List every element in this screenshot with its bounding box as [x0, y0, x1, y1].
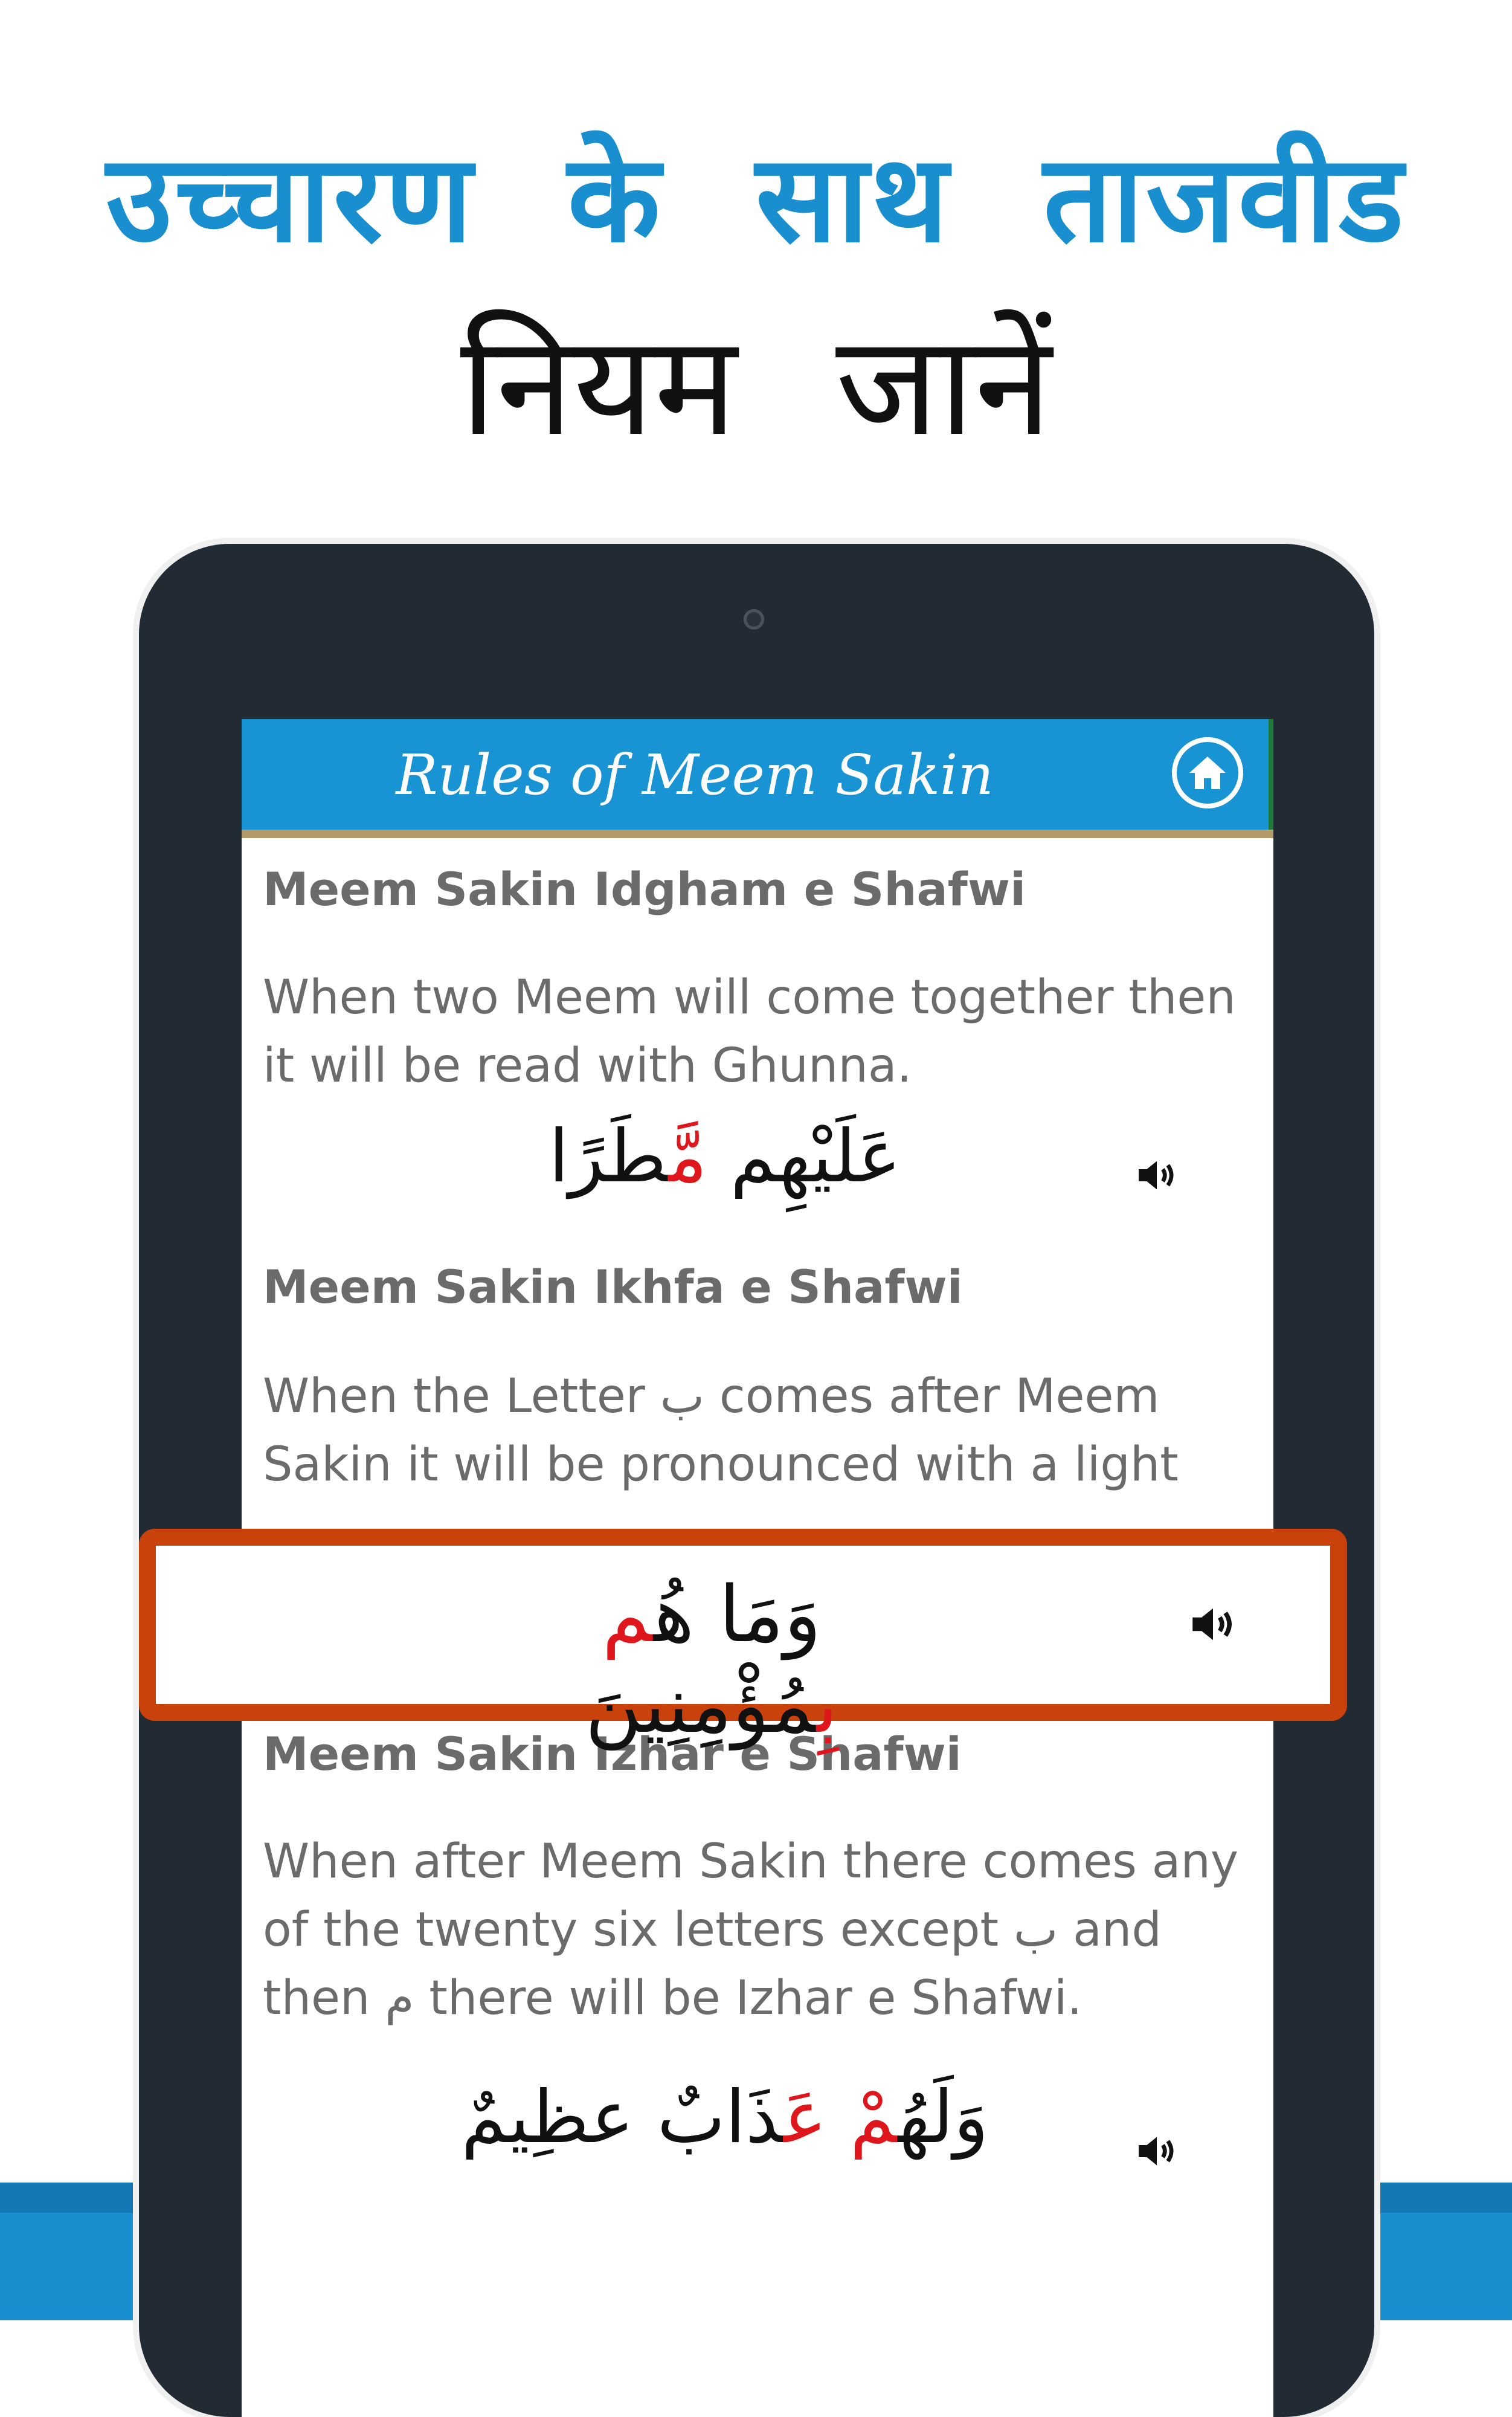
tablet-frame	[139, 544, 1374, 2417]
rule-title-idgham: Meem Sakin Idgham e Shafwi	[263, 862, 1026, 916]
home-button[interactable]	[1172, 737, 1243, 808]
arabic-example-ikhfa: وَمَا هُم بِمُؤْمِنِينَ	[585, 1570, 838, 1751]
promo-headline-line2: नियम जानें	[460, 306, 1052, 467]
home-icon	[1186, 751, 1229, 795]
rule-title-izhar: Meem Sakin Izhar e Shafwi	[263, 1727, 962, 1781]
rule-description-idgham: When two Meem will come together then it will be read with Ghunna.	[263, 970, 1236, 1093]
speaker-icon[interactable]	[1183, 1597, 1243, 1651]
speaker-icon[interactable]	[1130, 2127, 1184, 2175]
promo-headline-line1: उच्चारण के साथ ताजवीड	[106, 129, 1406, 269]
speaker-icon[interactable]	[1130, 1151, 1184, 1199]
highlighted-example-callout	[139, 1529, 1347, 1751]
decor-stripe-right	[1380, 2183, 1512, 2320]
app-bar-divider	[242, 830, 1273, 838]
arabic-example-izhar: وَلَهُمْ عَذَابٌ عظِيمٌ	[461, 2076, 989, 2160]
rule-description-ikhfa: When the Letter ب comes after Meem Sakin it will be pronounced with a light	[263, 1369, 1179, 1492]
app-bar	[242, 719, 1273, 830]
rule-title-ikhfa: Meem Sakin Ikhfa e Shafwi	[263, 1260, 963, 1314]
arabic-example-idgham: عَلَيْهِم مَّطَرًا	[549, 1115, 901, 1199]
rule-description-izhar: When after Meem Sakin there comes any of the twenty six letters except ب and then م there will be Izhar e Shafwi.	[263, 1835, 1239, 2025]
decor-stripe-left	[0, 2183, 139, 2320]
page-title: Rules of Meem Sakin	[396, 743, 994, 807]
camera-icon	[744, 609, 764, 630]
